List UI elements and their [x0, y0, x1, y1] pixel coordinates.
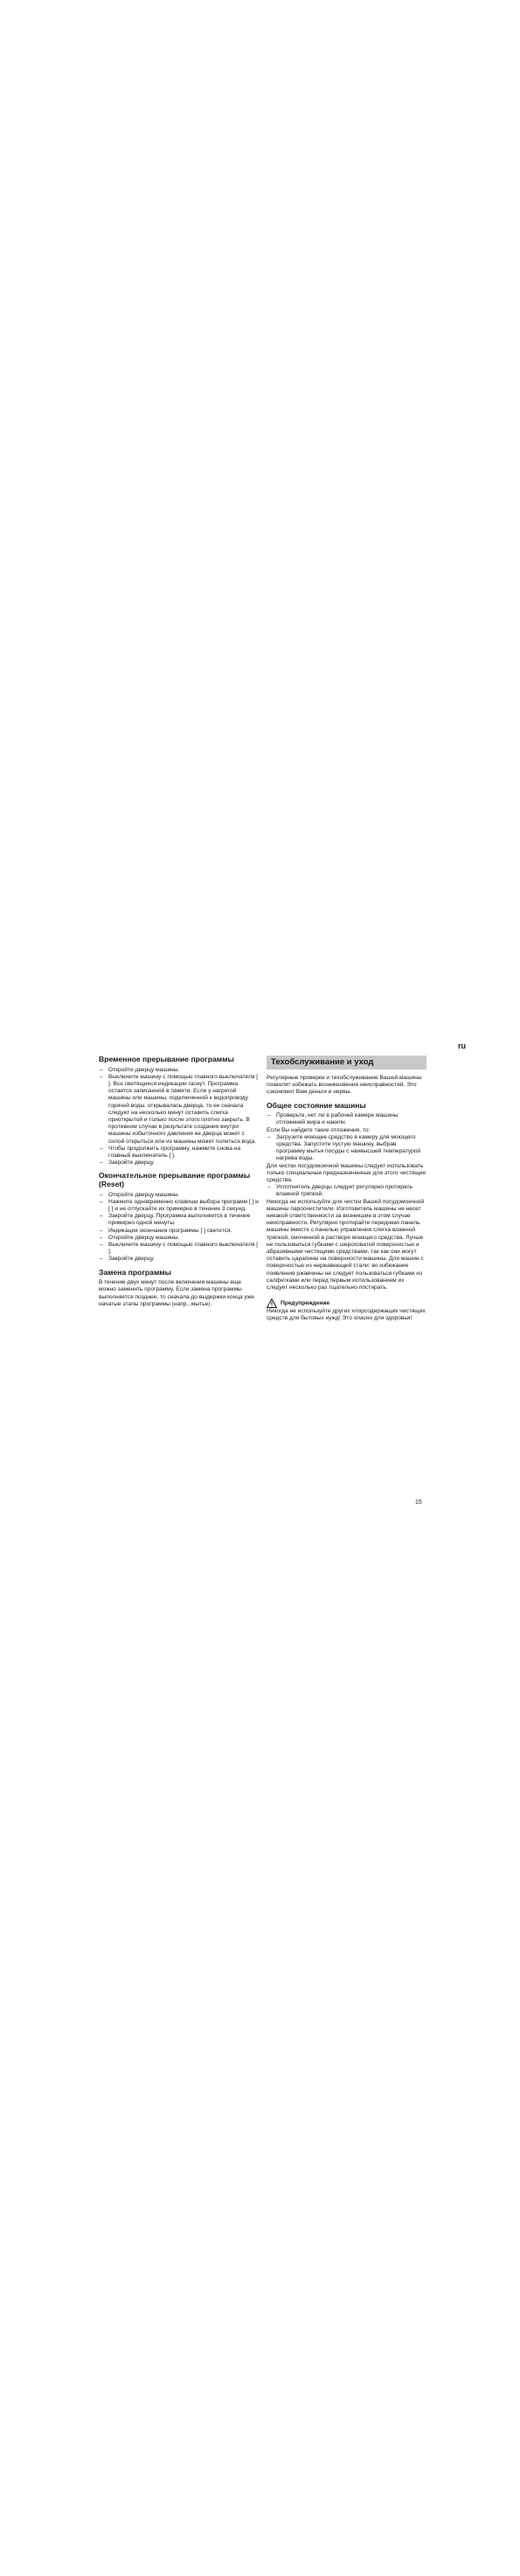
cleaning-instructions-text: Никогда не используйте для чистки Вашей посудомоечной машины пароочистители. Изготовитель машины не несет никакой ответственности за возникшие в этом случае неисправности. Регулярно протирайте переднюю панель машины вместе с панелью управления слегка влажной тряпкой, смоченной в растворе моющего средства. Лучше не пользоваться губками с шероховатой поверхностью и абразивными чистящими средствами, так как они могут оставить царапины на поверхности машины. Для машин с поверхностью из нержавеющей стали: во избежание появления ржавчины не следует пользоваться губками из салфетками или перед первым использованием их следует несколько раз тщательно постирать. — [267, 1198, 425, 1291]
list-item: – Загрузите моющее средство в камеру для моющего средства. Запустите пустую машину, выбрав программу мытья посуды с наивысшей температурой нагрева воды. — [267, 1134, 426, 1163]
list-item: – Откройте дверцу машины. — [99, 1067, 259, 1074]
interrupt-program-heading: Временное прерывание программы — [99, 1055, 234, 1063]
maintenance-intro: Регулярные проверки и техобслуживание Вашей машины позволят избежать возникновения неисправностей. Это сэкономит Вам деньги и нервы. — [267, 1075, 422, 1096]
list-item: – Индикация окончания программы [ ] светится. — [99, 1228, 259, 1235]
left-column — [99, 1056, 259, 1308]
list-item: – Откройте дверцу машины. — [99, 1192, 259, 1199]
warning-heading — [267, 1298, 426, 1308]
list-item: – Нажмите одновременно клавиши выбора программ [ ] и [ ] и не отпускайте их примерно в течение 3 секунд. — [99, 1199, 259, 1213]
change-program-text: В течение двух минут после включения машины еще можно заменить программу. Если замена программы выполняется позднее, то сначала до выдержки конца уже начатые этапы программы (напр., мытье). — [99, 1279, 254, 1307]
list-item: – Проверьте, нет ли в рабочей камере машины отложений жира и накипи. — [267, 1112, 426, 1126]
general-state-heading: Общее состояние машины — [267, 1100, 366, 1110]
list-item: – Закройте дверцу. Программа выполняется в течение примерно одной минуты. — [99, 1213, 259, 1227]
list-item: – Откройте дверцу машины. — [99, 1235, 259, 1242]
list-item: – Выключите машину с помощью главного выключателя [ ]. — [99, 1242, 259, 1256]
page-number: 15 — [415, 1499, 422, 1506]
list-item: – Закройте дверцу. — [99, 1160, 259, 1167]
reset-steps-list — [99, 1192, 259, 1264]
list-item: – Выключите машину с помощью главного выключателя [ ]. Все светящиеся индикации гаснут. Программа остается записанной в памяти. Если у нагретой машины или машины, подключенной к водопроводу горячей воды, открывалась дверца, то ее сначала следует на несколько минут оставить слегка приоткрытой и только после этого плотно закрыть. В противном случае в результате создания внутри машины избыточного давления ее дверца может с силой открыться или из машины может политься вода. — [99, 1074, 259, 1146]
deposits-text: Если Вы найдете такие отложения, то: — [267, 1126, 371, 1133]
seal-list — [267, 1184, 426, 1198]
warning-title: Предупреждение — [281, 1299, 330, 1306]
language-tag: ru — [458, 1042, 466, 1050]
right-column — [267, 1056, 426, 1323]
warning-text: Никогда не используйте других хлорсодержащих чистящих средств для бытовых нужд! Это опасно для здоровья! — [267, 1308, 426, 1322]
deposits-steps-list — [267, 1134, 426, 1163]
change-program-heading: Замена программы — [99, 1267, 172, 1277]
warning-triangle-icon — [267, 1298, 277, 1308]
list-item: – Закройте дверцу. — [99, 1256, 259, 1263]
list-item: – Чтобы продолжить программу, нажмите снова на главный выключатель [ ]. — [99, 1146, 259, 1160]
maintenance-banner: Техобслуживание и уход — [267, 1056, 426, 1070]
check-list — [267, 1112, 426, 1126]
cleaning-agents-text: Для чистки посудомоечной машины следует использовать только специальные предназначенные для этого чистящие средства. — [267, 1162, 426, 1184]
reset-program-heading: Окончательное прерывание программы (Reset) — [99, 1171, 251, 1189]
interrupt-steps-list — [99, 1067, 259, 1167]
list-item: – Уплотнитель дверцы следует регулярно протирать влажной тряпкой. — [267, 1184, 426, 1198]
